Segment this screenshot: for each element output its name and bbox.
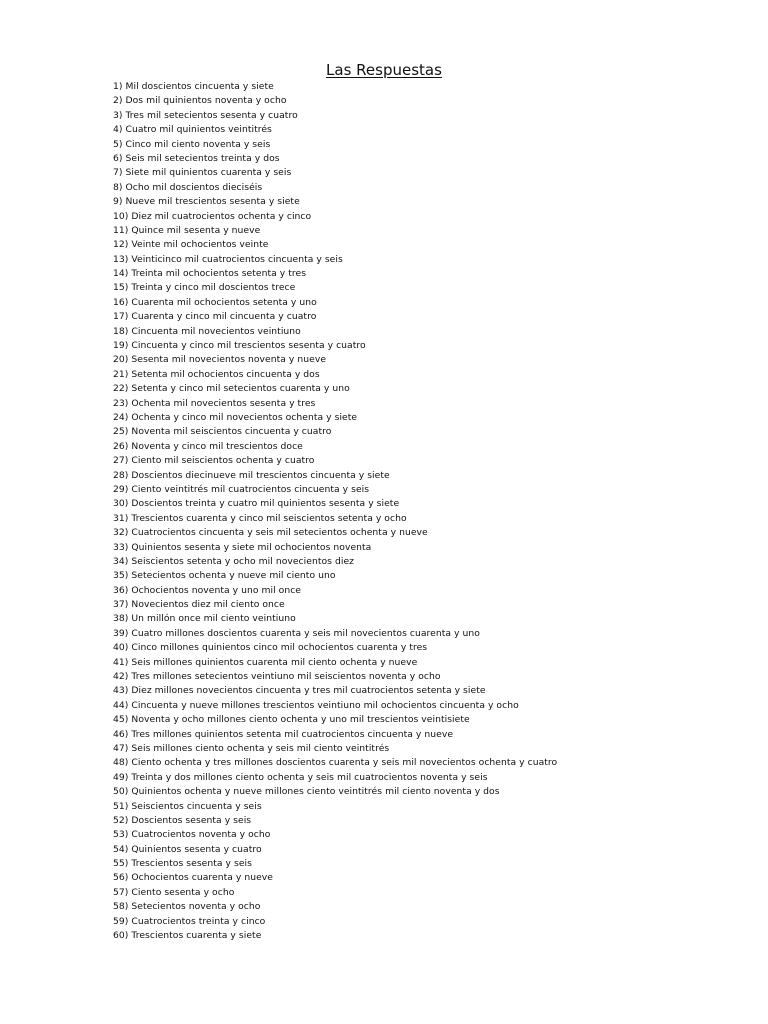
answer-item: 52) Doscientos sesenta y seis [113, 814, 252, 826]
answer-item: 34) Seiscientos setenta y ocho mil novecientos diez [113, 555, 355, 567]
answer-item: 31) Trescientos cuarenta y cinco mil seiscientos setenta y ocho [113, 512, 407, 524]
answer-item: 39) Cuatro millones doscientos cuarenta y seis mil novecientos cuarenta y uno [113, 627, 480, 639]
answer-item: 28) Doscientos diecinueve mil trescientos cincuenta y siete [113, 469, 390, 481]
answer-item: 6) Seis mil setecientos treinta y dos [113, 152, 280, 164]
answer-item: 17) Cuarenta y cinco mil cincuenta y cuatro [113, 311, 317, 323]
answer-item: 1) Mil doscientos cincuenta y siete [113, 81, 274, 92]
answer-item: 60) Trescientos cuarenta y siete [113, 930, 262, 942]
answer-item: 54) Quinientos sesenta y cuatro [113, 843, 262, 855]
answer-item: 8) Ocho mil doscientos dieciséis [113, 181, 263, 193]
answer-list [113, 80, 673, 943]
answer-item: 46) Tres millones quinientos setenta mil cuatrocientos cincuenta y nueve [113, 728, 454, 740]
answer-item: 14) Treinta mil ochocientos setenta y tres [113, 268, 307, 280]
answer-item: 21) Setenta mil ochocientos cincuenta y dos [113, 368, 320, 380]
answer-item: 9) Nueve mil trescientos sesenta y siete [113, 196, 300, 208]
answer-item: 58) Setecientos noventa y ocho [113, 901, 261, 913]
answer-item: 35) Setecientos ochenta y nueve mil ciento uno [113, 570, 336, 582]
answer-item: 18) Cincuenta mil novecientos veintiuno [113, 325, 301, 337]
answer-item: 40) Cinco millones quinientos cinco mil ochocientos cuarenta y tres [113, 642, 428, 654]
answer-item: 13) Veinticinco mil cuatrocientos cincuenta y seis [113, 253, 343, 265]
answer-item: 3) Tres mil setecientos sesenta y cuatro [113, 109, 298, 121]
answer-item: 27) Ciento mil seiscientos ochenta y cuatro [113, 455, 315, 467]
answer-item: 51) Seiscientos cincuenta y seis [113, 800, 262, 812]
answer-item: 48) Ciento ochenta y tres millones doscientos cuarenta y seis mil novecientos ochenta y cuatro [113, 757, 558, 769]
answer-item: 47) Seis millones ciento ochenta y seis mil ciento veintitrés [113, 742, 390, 754]
answer-item: 42) Tres millones setecientos veintiuno mil seiscientos noventa y ocho [113, 671, 441, 683]
answer-item: 57) Ciento sesenta y ocho [113, 886, 235, 898]
answer-item: 38) Un millón once mil ciento veintiuno [113, 613, 296, 625]
answer-item: 5) Cinco mil ciento noventa y seis [113, 138, 271, 150]
answer-item: 29) Ciento veintitrés mil cuatrocientos cincuenta y seis [113, 483, 370, 495]
answer-item: 36) Ochocientos noventa y uno mil once [113, 584, 302, 596]
answer-item: 25) Noventa mil seiscientos cincuenta y cuatro [113, 426, 332, 438]
answer-item: 12) Veinte mil ochocientos veinte [113, 239, 269, 251]
answer-item: 49) Treinta y dos millones ciento ochenta y seis mil cuatrocientos noventa y seis [113, 771, 488, 783]
answer-item: 23) Ochenta mil novecientos sesenta y tres [113, 397, 316, 409]
answer-item: 33) Quinientos sesenta y siete mil ochocientos noventa [113, 541, 372, 553]
answer-item: 7) Siete mil quinientos cuarenta y seis [113, 167, 292, 179]
page-title [0, 60, 768, 80]
answer-item: 26) Noventa y cinco mil trescientos doce [113, 440, 303, 452]
answer-item: 32) Cuatrocientos cincuenta y seis mil setecientos ochenta y nueve [113, 527, 428, 539]
answer-item: 55) Trescientos sesenta y seis [113, 858, 252, 870]
answer-item: 2) Dos mil quinientos noventa y ocho [113, 95, 287, 107]
answer-item: 10) Diez mil cuatrocientos ochenta y cinco [113, 210, 312, 222]
answer-item: 41) Seis millones quinientos cuarenta mil ciento ochenta y nueve [113, 656, 418, 668]
answer-item: 50) Quinientos ochenta y nueve millones ciento veintitrés mil ciento noventa y dos [113, 786, 500, 798]
answer-item: 56) Ochocientos cuarenta y nueve [113, 872, 273, 884]
answer-item: 20) Sesenta mil novecientos noventa y nueve [113, 354, 327, 366]
answer-item: 59) Cuatrocientos treinta y cinco [113, 915, 266, 927]
answer-item: 19) Cincuenta y cinco mil trescientos sesenta y cuatro [113, 340, 366, 352]
answer-item: 4) Cuatro mil quinientos veintitrés [113, 124, 272, 136]
answer-item: 44) Cincuenta y nueve millones trescientos veintiuno mil ochocientos cincuenta y ocho [113, 699, 519, 711]
answer-item: 43) Diez millones novecientos cincuenta y tres mil cuatrocientos setenta y siete [113, 685, 486, 697]
answer-item: 24) Ochenta y cinco mil novecientos ochenta y siete [113, 411, 358, 423]
answer-item: 11) Quince mil sesenta y nueve [113, 224, 261, 236]
answer-item: 15) Treinta y cinco mil doscientos trece [113, 282, 296, 294]
answer-item: 16) Cuarenta mil ochocientos setenta y uno [113, 296, 317, 308]
answer-item: 30) Doscientos treinta y cuatro mil quinientos sesenta y siete [113, 498, 400, 510]
page-title-text: Las Respuestas [326, 61, 442, 79]
answer-item: 45) Noventa y ocho millones ciento ochenta y uno mil trescientos veintisiete [113, 714, 470, 726]
answer-item: 37) Novecientos diez mil ciento once [113, 599, 285, 611]
answer-item: 53) Cuatrocientos noventa y ocho [113, 829, 271, 841]
answer-item: 22) Setenta y cinco mil setecientos cuarenta y uno [113, 383, 350, 395]
